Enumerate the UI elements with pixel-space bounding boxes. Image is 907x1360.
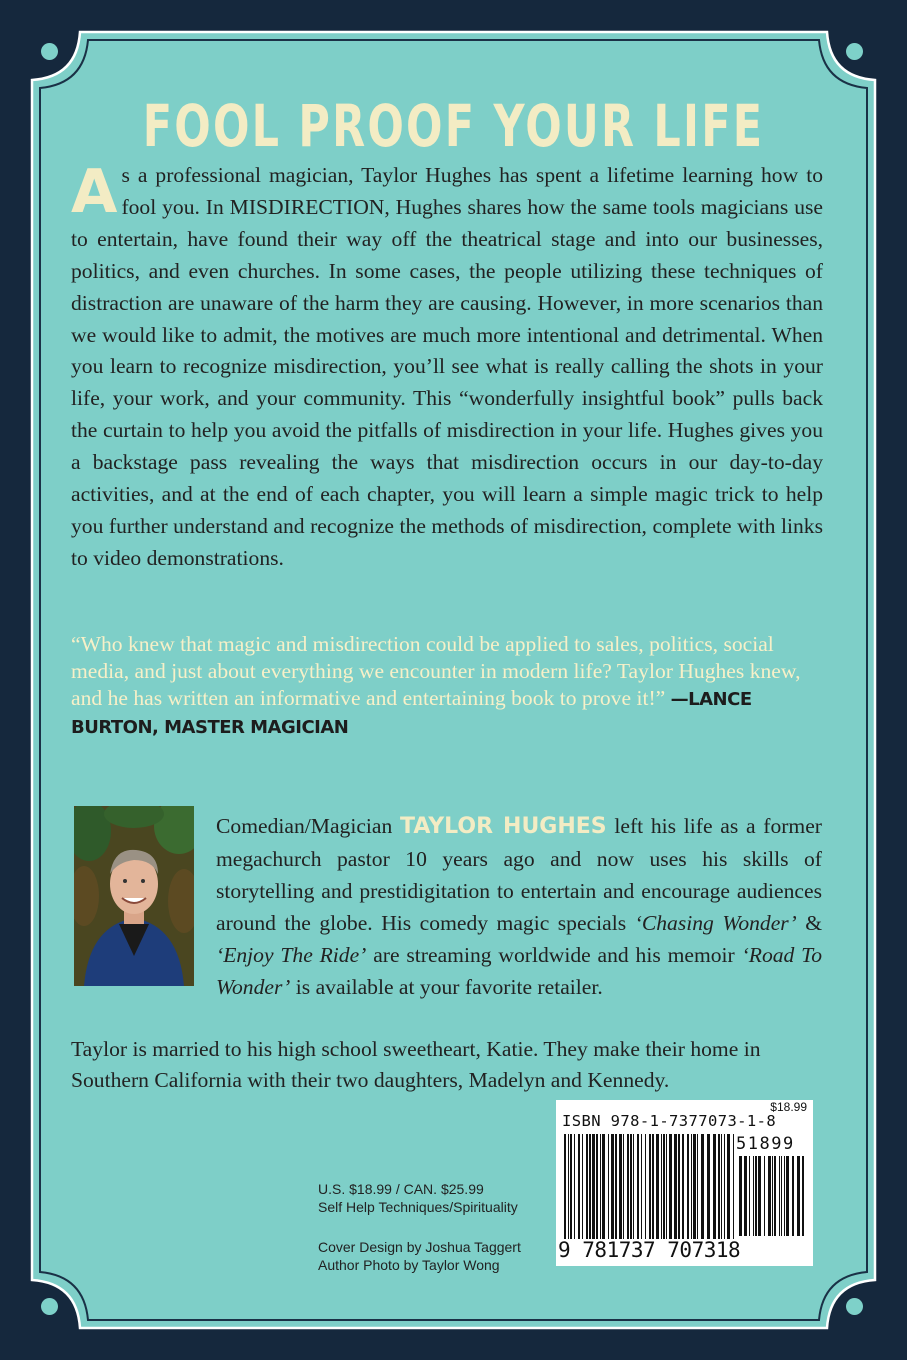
price-addon-code: 51899 [736,1134,795,1154]
barcode-bar [749,1156,750,1236]
drop-cap: A [71,157,118,227]
barcode-number: 9 781737 707318 [558,1238,741,1262]
book-description [71,157,823,575]
isbn-text: ISBN 978-1-7377073-1-8 [562,1112,777,1130]
barcode-bar [641,1134,642,1239]
credits [318,1238,521,1274]
corner-dot-bottom-left [41,1298,58,1315]
barcode-bar [682,1134,684,1239]
quote-attribution: —LANCE BURTON, MASTER MAGICIAN [71,689,752,738]
barcode-bar [707,1134,710,1239]
barcode-bar [687,1134,689,1239]
barcode-bar [744,1156,747,1236]
barcode-bar [661,1134,662,1239]
author-name: TAYLOR HUGHES [400,814,607,839]
family-note: Taylor is married to his high school sweetheart, Katie. They make their home in Southern California with their two daughters, Madelyn and Kennedy. [71,1037,761,1092]
barcode-bar [784,1156,785,1236]
barcode-bar [727,1134,730,1239]
barcode-bar [578,1134,580,1239]
bio-prefix: Comedian/Magician [216,814,393,838]
barcode-bar [649,1134,651,1239]
barcode-bar [656,1134,659,1239]
barcode-bar [615,1134,617,1239]
barcode-bar [630,1134,632,1239]
barcode-bar [678,1134,680,1239]
corner-dot-top-left [41,43,58,60]
category-line: Self Help Techniques/Spirituality [318,1199,518,1215]
bio-part2: are streaming worldwide and his memoir [373,943,735,967]
author-photo [74,806,194,986]
barcode-bar [592,1134,595,1239]
barcode-bar [663,1134,665,1239]
barcode-bar [758,1156,761,1236]
barcode-bar [633,1134,634,1239]
barcode-bar [764,1156,765,1236]
barcode-bar [693,1134,696,1239]
barcode-bar [674,1134,677,1239]
barcode-bar [721,1134,722,1239]
barcode-bar [779,1156,780,1236]
barcode-bar [774,1156,776,1236]
barcode-bar [627,1134,629,1239]
barcode-bar [666,1134,667,1239]
barcode-bar [669,1134,672,1239]
barcode-bar [582,1134,583,1239]
special-title-2: ‘Enjoy The Ride’ [216,943,367,967]
barcode-bar [574,1134,575,1239]
barcode-bar [600,1134,601,1239]
barcode-bar [739,1156,742,1236]
barcode-bar [691,1134,692,1239]
endorsement-quote [71,631,823,741]
barcode-bar [611,1134,614,1239]
barcode-bar [602,1134,605,1239]
barcode-bar [797,1156,800,1236]
barcode-bar [786,1156,789,1236]
corner-dot-bottom-right [846,1298,863,1315]
barcode-bar [792,1156,794,1236]
memoir-title: ‘Road To Wonder’ [216,943,822,999]
addon-barcode [739,1156,805,1236]
price-line: U.S. $18.99 / CAN. $25.99 [318,1181,484,1197]
special-title-1: ‘Chasing Wonder’ [634,911,797,935]
main-barcode [564,1134,739,1239]
bio-part3: is available at your favorite retailer. [295,975,603,999]
barcode-bar [718,1134,720,1239]
barcode-bar [753,1156,754,1236]
author-bio [216,810,822,1003]
barcode-bar [623,1134,624,1239]
barcode-bar [781,1156,782,1236]
barcode-bar [619,1134,622,1239]
barcode-bar [568,1134,569,1239]
barcode-bar [713,1134,716,1239]
barcode-bar [637,1134,639,1239]
barcode-bar [701,1134,704,1239]
author-portrait-illustration [74,806,194,986]
barcode-bar [755,1156,757,1236]
barcode-bar [589,1134,591,1239]
description-text: s a professional magician, Taylor Hughes has spent a lifetime learning how to fool you. In MISDIRECTION, Hughes shares how the same tools magicians use to entertain, have found their way off the theatrical stage and into our businesses, politics, and even churches. In some cases, the people utilizing these techniques of distraction are unaware of the harm they are causing. However, in more scenarios than we would like to admit, the motives are much more intentional and detrimental. When you learn to recognize misdirection, you’ll see what is really calling the shots in your life, your work, and your community. This “wonderfully insightful book” pulls back the curtain to help you avoid the pitfalls of misdirection in your life. Hughes gives you a backstage pass revealing the ways that misdirection occurs in our day-to-day activities, and at the end of each chapter, you will learn a simple magic trick to help you further understand and recognize the methods of misdirection, complete with links to video demonstrations. [71,163,823,570]
barcode-bar [652,1134,654,1239]
barcode-bar [724,1134,725,1239]
barcode-bar [697,1134,698,1239]
barcode-bar [570,1134,572,1239]
author-photo-credit: Author Photo by Taylor Wong [318,1257,500,1273]
barcode-bar [645,1134,646,1239]
barcode-box [556,1100,813,1266]
bio-part1: left his life as a former megachurch pastor 10 years ago and now uses his skills of storytelling and prestidigitation to entertain and encourage audiences around the globe. His comedy magic specials [216,814,822,935]
barcode-bar [733,1134,734,1239]
barcode-bar [768,1156,771,1236]
price-info [318,1180,518,1216]
barcode-bar [564,1134,566,1239]
barcode-bar [608,1134,609,1239]
barcode-bar [802,1156,804,1236]
barcode-price: $18.99 [770,1100,807,1114]
cover-design-credit: Cover Design by Joshua Taggert [318,1239,521,1255]
barcode-bar [596,1134,598,1239]
barcode-bar [772,1156,773,1236]
quote-text: “Who knew that magic and misdirection could be applied to sales, politics, social media, and just about everything we encounter in modern life? Taylor Hughes knew, and he has written an informative and entertaining book to prove it!” [71,632,801,710]
cover-title: FOOL PROOF YOUR LIFE [142,92,765,160]
corner-dot-top-right [846,43,863,60]
barcode-bar [586,1134,588,1239]
bio-ampersand: & [805,911,822,935]
